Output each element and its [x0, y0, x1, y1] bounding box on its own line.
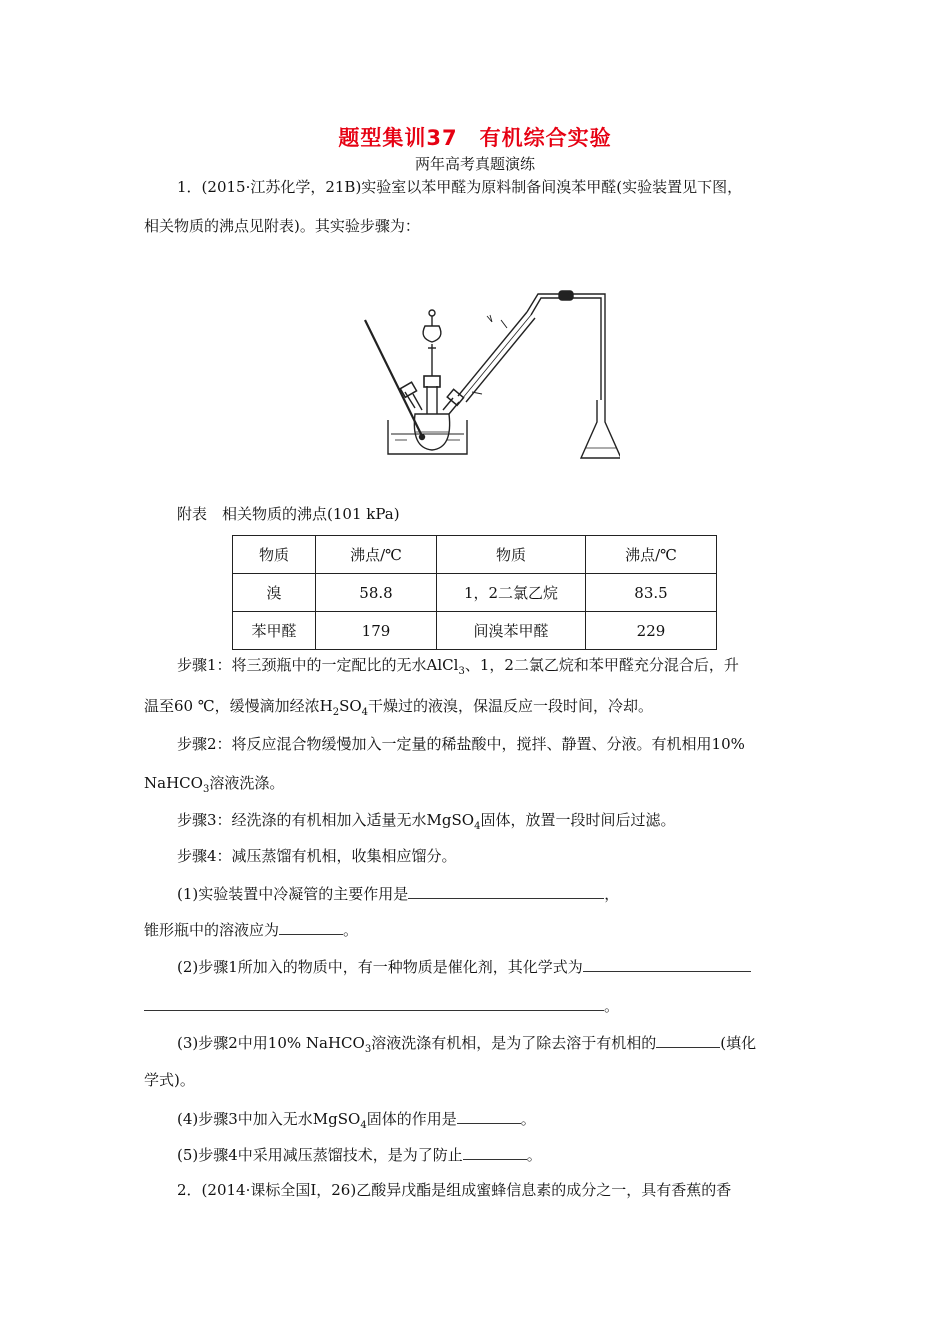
step-4-line: 步骤4：减压蒸馏有机相，收集相应馏分。	[177, 847, 457, 865]
question-1-2	[177, 955, 847, 977]
table-cell: 溴	[233, 574, 316, 612]
answer-blank	[656, 1031, 720, 1048]
subscript: 3	[202, 784, 210, 795]
step-2-line-cont	[144, 773, 814, 800]
answer-blank	[144, 994, 604, 1011]
table-header-cell: 物质	[233, 536, 316, 574]
question-text: (1)实验装置中冷凝管的主要作用是	[177, 885, 409, 903]
table-header-row	[233, 536, 717, 574]
answer-blank	[463, 1143, 527, 1160]
question-text: (5)步骤4中采用减压蒸馏技术，是为了防止	[177, 1146, 463, 1164]
step-text: 温至60 ℃，缓慢滴加经浓H	[144, 697, 333, 715]
subscript: 4	[474, 821, 481, 832]
condenser	[458, 312, 527, 396]
step-text: 步骤1：将三颈瓶中的一定配比的无水AlCl	[177, 656, 459, 674]
table-row	[233, 574, 717, 612]
question-text: (3)步骤2中用10% NaHCO	[177, 1034, 365, 1052]
question-text: ，	[604, 885, 620, 903]
table-cell: 1，2二氯乙烷	[437, 574, 586, 612]
table-cell: 间溴苯甲醛	[437, 612, 586, 650]
question-text: 。	[604, 997, 620, 1015]
delivery-tube	[527, 294, 605, 400]
question-1-2-cont	[144, 994, 814, 1016]
table-cell: 苯甲醛	[233, 612, 316, 650]
table-header-cell: 沸点/℃	[316, 536, 437, 574]
thermometer	[365, 320, 421, 434]
conical-flask	[581, 400, 620, 458]
table-cell: 83.5	[586, 574, 717, 612]
question-text: 。	[520, 1110, 536, 1128]
answer-blank	[408, 882, 604, 899]
answer-blank	[583, 955, 751, 972]
question-1-intro: 1．(2015·江苏化学，21B)实验室以苯甲醛为原料制备间溴苯甲醛(实验装置见下图，	[177, 178, 743, 196]
question-1-1	[177, 882, 847, 904]
dropping-funnel	[423, 326, 441, 342]
subscript: 4	[360, 1120, 367, 1131]
answer-blank	[279, 918, 343, 935]
subscript: 2	[332, 707, 340, 718]
apparatus-figure	[355, 282, 620, 464]
table-cell: 229	[586, 612, 717, 650]
question-2-intro: 2．(2014·课标全国Ⅰ，26)乙酸异戊酯是组成蜜蜂信息素的成分之一，具有香蕉的香	[177, 1181, 732, 1199]
question-text: (2)步骤1所加入的物质中，有一种物质是催化剂，其化学式为	[177, 958, 583, 976]
step-3-line	[177, 810, 847, 837]
question-1-1-cont	[144, 918, 814, 940]
table-cell: 179	[316, 612, 437, 650]
question-1-5	[177, 1143, 847, 1165]
page-title: 题型集训37 有机综合实验	[338, 126, 612, 150]
subscript: 3	[458, 666, 465, 677]
step-2-line: 步骤2：将反应混合物缓慢加入一定量的稀盐酸中，搅拌、静置、分液。有机相用10%	[177, 735, 745, 753]
question-text: 固体的作用是	[366, 1110, 457, 1128]
question-1-3	[177, 1031, 847, 1060]
answer-blank	[457, 1107, 521, 1124]
table-header-cell: 物质	[437, 536, 586, 574]
table-header-cell: 沸点/℃	[586, 536, 717, 574]
step-text: NaHCO	[144, 774, 203, 792]
subscript: 4	[361, 707, 369, 718]
question-1-intro-cont: 相关物质的沸点见附表)。其实验步骤为：	[144, 217, 420, 235]
question-text: 。	[526, 1146, 542, 1164]
step-text: SO	[339, 697, 362, 715]
step-text: 溶液洗涤。	[209, 774, 285, 792]
question-text: 溶液洗涤有机相，是为了除去溶于有机相的	[371, 1034, 657, 1052]
step-1-line-cont	[144, 696, 814, 723]
step-text: 步骤3：经洗涤的有机相加入适量无水MgSO	[177, 811, 475, 829]
table-caption: 附表 相关物质的沸点(101 kPa)	[177, 505, 400, 523]
step-text: 干燥过的液溴，保温反应一段时间，冷却。	[368, 697, 654, 715]
question-text: (填化	[720, 1034, 757, 1052]
question-text: 。	[343, 921, 359, 939]
page-subtitle: 两年高考真题演练	[414, 155, 535, 173]
question-1-4	[177, 1107, 847, 1136]
table-cell: 58.8	[316, 574, 437, 612]
step-1-line	[177, 655, 847, 682]
subscript: 3	[364, 1044, 372, 1055]
table-row	[233, 612, 717, 650]
question-text: 锥形瓶中的溶液应为	[144, 921, 280, 939]
step-text: 、1，2二氯乙烷和苯甲醛充分混合后，升	[464, 656, 739, 674]
question-text: (4)步骤3中加入无水MgSO	[177, 1110, 361, 1128]
question-1-3-cont: 学式)。	[144, 1071, 195, 1089]
boiling-point-table	[232, 535, 717, 650]
step-text: 固体，放置一段时间后过滤。	[480, 811, 676, 829]
